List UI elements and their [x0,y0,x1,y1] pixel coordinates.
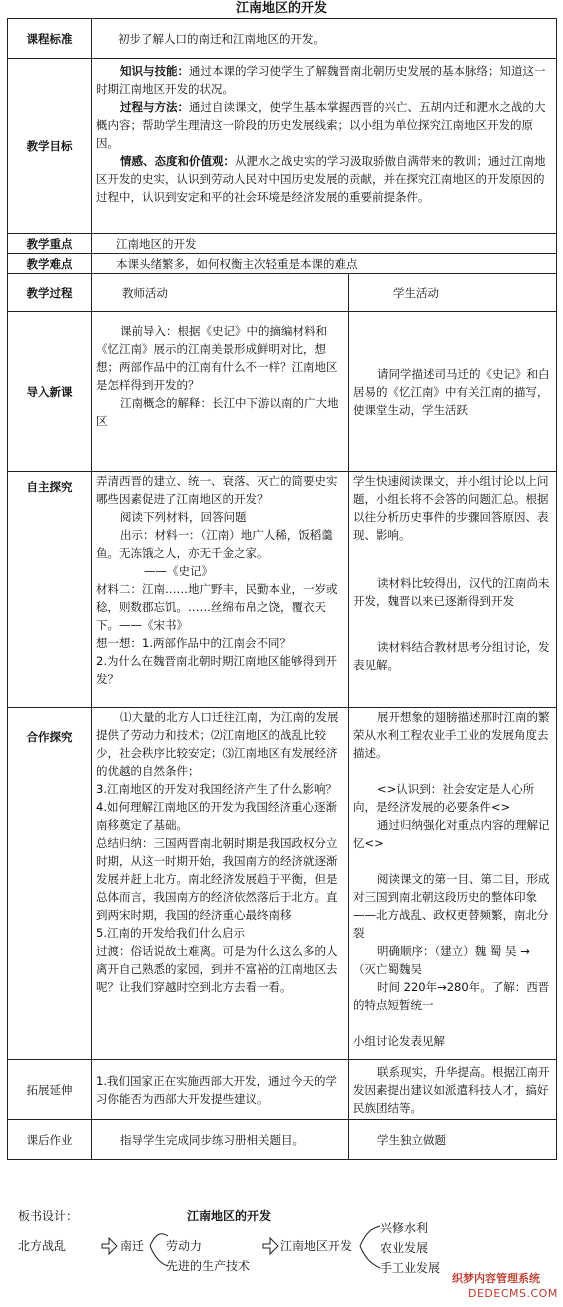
difficulty-label: 教学难点 [8,254,92,274]
coop-student-4: 阅读课文的第一目、第二目，形成对三国到南北朝这段历史的整体印象——北方战乱、政权更替频繁，南北分裂 [353,872,550,940]
row-explore [8,472,557,708]
board-node-migration: 南迁 [120,1239,145,1253]
student-activity-head: 学生活动 [349,274,557,312]
coop-student-2: <>认识到：社会安定是人心所向，是经济发展的必要条件<> [353,782,535,814]
explore-student-2: 读材料比较得出，汉代的江南尚未开发，魏晋以来已逐渐得到开发 [353,576,550,608]
explore-label: 自主探究 [8,472,92,708]
coop-teacher-6: 过渡：俗话说故土难离。可是为什么这么多的人离开自己熟悉的家园，到并不富裕的江南地区去呢？让我们穿越时空到北方去看一看。 [96,944,338,994]
coop-teacher-5: 5.江南的开发给我们什么启示 [96,926,245,940]
row-coop [8,708,557,1060]
standard-label: 课程标准 [8,19,92,59]
board-connector-4 [360,1246,380,1268]
goal-process [96,98,552,152]
row-extend [8,1060,557,1120]
explore-teacher [92,472,349,708]
difficulty-text: 本课头绪繁多，如何权衡主次轻重是本课的难点 [92,254,557,274]
watermark-text: 织梦内容管理系统 [452,1272,540,1285]
coop-student-6: 时间 220年→280年。了解：西晋的特点短暂统一 [353,980,550,1012]
extend-student [349,1060,557,1120]
coop-label: 合作探究 [8,708,92,1060]
lesson-plan-table [7,18,557,1160]
row-standard [8,19,557,59]
coop-student-7: 小组讨论发表见解 [353,1034,445,1048]
extend-label: 拓展延伸 [8,1060,92,1120]
standard-text: 初步了解人口的南迁和江南地区的开发。 [92,19,557,59]
intro-label: 导入新课 [8,312,92,472]
board-node-irrigation: 兴修水利 [380,1221,429,1235]
explore-student [349,472,557,708]
explore-teacher-7: 2.为什么在魏晋南北朝时期江南地区能够得到开发？ [96,654,337,686]
coop-teacher-3: 4.如何理解江南地区的开发为我国经济重心逐渐南移奠定了基础。 [96,800,337,832]
board-node-jiangnan-development: 江南地区开发 [280,1239,353,1253]
explore-student-3: 读材料结合教材思考分组讨论，发表见解。 [353,640,550,672]
coop-teacher-2: 3.江南地区的开发对我国经济产生了什么影响？ [96,782,337,796]
page-title: 江南地区的开发 [235,1,327,16]
coop-teacher-1: ⑴大量的北方人口迁往江南，为江南的发展提供了劳动力和技术；⑵江南地区的战乱比较少，社会秩序比较安定；⑶江南地区有发展经济的优越的自然条件； [96,710,339,778]
board-arrow-1 [102,1238,117,1254]
homework-teacher: 指导学生完成同步练习册相关题目。 [92,1120,349,1160]
board-node-agriculture: 农业发展 [380,1241,429,1255]
board-arrow-2 [263,1238,278,1254]
key-label: 教学重点 [8,234,92,254]
teacher-activity-head: 教师活动 [92,274,349,312]
coop-student-5: 明确顺序：（建立）魏 蜀 吴 →（灭亡蜀魏吴 [353,944,530,976]
explore-student-1: 学生快速阅读课文，并小组讨论以上问题，小组长将不会答的问题汇总。根据以往分析历史事件的步骤回答原因、表现、影响。 [353,474,549,542]
coop-student-3: 通过归纳强化对重点内容的理解记忆<> [353,818,550,850]
goal-emotion-label: 情感、态度和价值观： [120,154,235,168]
goal-emotion [96,152,552,206]
explore-teacher-3: 出示：材料一：（江南）地广人稀，饭稻羹鱼。无冻饿之人，亦无千金之家。 [96,528,333,560]
goal-knowledge-text: 通过本课的学习使学生了解魏晋南北朝历史发展的基本脉络；知道这一时期江南地区开发的状况。 [96,64,546,96]
homework-student: 学生独立做题 [349,1120,557,1160]
row-key [8,234,557,254]
homework-label: 课后作业 [8,1120,92,1160]
extend-student-1: 联系现实，升华提高。根据江南开发因素提出建议如派遣科技人才，搞好民族团结等。 [353,1064,550,1115]
board-node-handicraft: 手工业发展 [380,1261,441,1275]
row-process [8,274,557,312]
goal-knowledge [96,62,552,98]
board-connector-3 [360,1226,380,1246]
intro-student-1: 请同学描述司马迁的《史记》和白居易的《忆江南》中有关江南的描写，使课堂生动，学生活跃 [353,366,550,417]
coop-student [349,708,557,1060]
board-node-labor: 劳动力 [166,1239,203,1253]
goals-label: 教学目标 [8,59,92,234]
intro-teacher [92,312,349,472]
board-label: 板书设计： [18,1209,79,1223]
explore-teacher-6: 想一想：1.两部作品中的江南会不同？ [96,636,291,650]
process-label: 教学过程 [8,274,92,312]
coop-teacher [92,708,349,1060]
goal-knowledge-label: 知识与技能： [120,64,189,78]
row-difficulty [8,254,557,274]
row-goals [8,59,557,234]
watermark-url: DEDECMS.COM [468,1287,558,1300]
intro-teacher-1: 课前导入：根据《史记》中的摘编材料和《忆江南》展示的江南美景形成鲜明对比，想想；两部作品中的江南有什么不一样？江南地区是怎样得到开发的？ [96,324,338,392]
row-homework [8,1120,557,1160]
row-intro [8,312,557,472]
coop-student-1: 展开想象的翅膀描述那时江南的繁荣从水利工程农业手工业的发展角度去描述。 [353,710,550,760]
goals-content [92,59,557,234]
explore-teacher-2: 阅读下列材料，回答问题 [120,510,247,524]
explore-teacher-5: 材料二：江南……地广野丰，民勤本业，一岁或稔，则数郡忘饥。……丝绵布帛之饶，覆衣天下。——《宋书》 [96,582,338,632]
intro-teacher-2: 江南概念的解释：长江中下游以南的广大地区 [96,396,339,428]
coop-teacher-4: 总结归纳：三国两晋南北朝时期是我国政权分立时期，从这一时期开始，我国南方的经济就逐渐发展并赶上北方。南北经济发展趋于平衡，但是总体而言，我国南方的经济依然落后于北方。直到两宋时期，我国的经济重心最终南移 [96,836,338,922]
extend-teacher: 1.我们国家正在实施西部大开发，通过今天的学习你能否为西部大开发提些建议。 [92,1060,349,1120]
key-text: 江南地区的开发 [92,234,557,254]
board-title: 江南地区的开发 [187,1209,272,1223]
explore-teacher-1: 弄清西晋的建立、统一、衰落、灭亡的简要史实哪些因素促进了江南地区的开发？ [96,474,338,506]
explore-teacher-4: ——《史记》 [144,564,213,578]
goal-emotion-text: 从淝水之战史实的学习汲取骄傲自满带来的教训；通过江南地区开发的史实，认识到劳动人民对中国历史发展的贡献，并在探究江南地区的开发原因的过程中，认识到安定和平的社会环境是经济发展的重要前提条件。 [96,154,546,204]
intro-student [349,312,557,472]
board-node-technology: 先进的生产技术 [166,1259,251,1273]
board-node-north-war: 北方战乱 [18,1239,67,1253]
goal-process-label: 过程与方法： [120,100,189,114]
goal-process-text: 通过自读课文，使学生基本掌握西晋的兴亡、五胡内迁和淝水之战的大概内容；帮助学生理清这一阶段的历史发展线索；以小组为单位探究江南地区开发的原因。 [96,100,546,150]
